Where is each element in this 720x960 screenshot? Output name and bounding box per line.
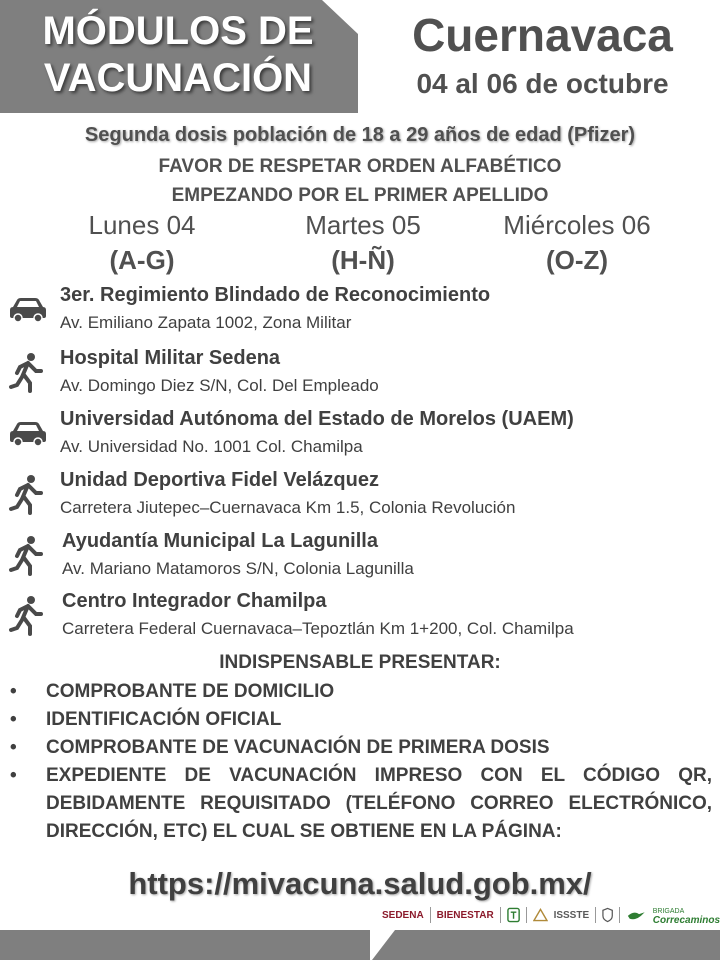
schedule-range-wednesday: (O-Z) (545, 245, 609, 275)
venue-item (0, 530, 720, 590)
venue-name: Ayudantía Municipal La Lagunilla (62, 530, 378, 552)
venue-name: Unidad Deportiva Fidel Velázquez (60, 469, 379, 491)
requirements-title: INDISPENSABLE PRESENTAR: (219, 652, 501, 673)
bienestar-logo: BIENESTAR (436, 909, 494, 921)
order-instruction-line1: FAVOR DE RESPETAR ORDEN ALFABÉTICO (158, 156, 562, 177)
sedena-logo: SEDENA (382, 909, 424, 921)
requirement-text: COMPROBANTE DE DOMICILIO (46, 681, 335, 702)
logo-separator (526, 907, 527, 923)
banner-title (0, 8, 356, 102)
schedule-range-tuesday: (H-Ñ) (331, 245, 395, 275)
issste-logo-icon (533, 908, 548, 922)
venue-item (0, 469, 720, 529)
schedule-day-monday: Lunes 04 (88, 210, 196, 240)
requirements-list (10, 678, 712, 846)
banner-title-line2: VACUNACIÓN (43, 56, 313, 100)
order-instruction-line2: EMPEZANDO POR EL PRIMER APELLIDO (171, 185, 549, 206)
venue-address: Av. Universidad No. 1001 Col. Chamilpa (60, 437, 363, 456)
imss-logo-icon (507, 907, 520, 923)
roadrunner-icon (626, 908, 647, 922)
institution-logos (382, 903, 720, 927)
venue-name: Hospital Militar Sedena (60, 347, 281, 369)
requirement-text: COMPROBANTE DE VACUNACIÓN DE PRIMERA DOSIS (46, 737, 550, 758)
venue-item (0, 590, 720, 650)
walking-icon (6, 351, 50, 395)
footer-left-band (0, 930, 370, 960)
bullet-icon: • (10, 737, 17, 758)
vaccine-registration-link[interactable]: https://mivacuna.salud.gob.mx/ (128, 866, 592, 901)
walking-icon (6, 534, 50, 578)
car-icon (6, 412, 50, 456)
venue-address: Av. Domingo Diez S/N, Col. Del Empleado (60, 376, 379, 395)
logo-separator (619, 907, 620, 923)
walking-icon (6, 473, 50, 517)
venue-address: Av. Emiliano Zapata 1002, Zona Militar (60, 313, 352, 332)
requirement-text: IDENTIFICACIÓN OFICIAL (46, 709, 282, 730)
bullet-icon: • (10, 765, 17, 786)
bullet-icon: • (10, 709, 17, 730)
requirement-item (10, 678, 712, 706)
shield-icon (602, 907, 613, 923)
correcaminos-label: Correcaminos (652, 914, 720, 926)
brigada-correcaminos-logo (653, 906, 720, 925)
venue-name: Universidad Autónoma del Estado de Morelos (UAEM) (60, 408, 574, 430)
venue-name: 3er. Regimiento Blindado de Reconocimiento (60, 284, 491, 306)
schedule-range-monday: (A-G) (109, 245, 175, 275)
banner-title-line1: MÓDULOS DE (42, 9, 314, 53)
venue-address: Av. Mariano Matamoros S/N, Colonia Lagunilla (62, 559, 414, 578)
logo-separator (430, 907, 431, 923)
venue-item (0, 408, 720, 468)
requirement-item (10, 706, 712, 734)
requirement-item (10, 734, 712, 762)
venue-address: Carretera Federal Cuernavaca–Tepoztlán Km 1+200, Col. Chamilpa (62, 619, 574, 638)
venue-address: Carretera Jiutepec–Cuernavaca Km 1.5, Colonia Revolución (60, 498, 516, 517)
schedule-day-wednesday: Miércoles 06 (503, 210, 651, 240)
date-range: 04 al 06 de octubre (416, 68, 669, 99)
logo-separator (595, 907, 596, 923)
bullet-icon: • (10, 681, 17, 702)
car-icon (6, 288, 50, 332)
logo-separator (500, 907, 501, 923)
venue-item (0, 284, 720, 344)
venue-item (0, 347, 720, 407)
requirement-item (10, 762, 712, 846)
requirement-text: EXPEDIENTE DE VACUNACIÓN IMPRESO CON EL CÓDIGO QR, DEBIDAMENTE REQUISITADO (TELÉFONO CORREO ELECTRÓNICO, DIRECCIÓN, ETC) EL CUAL SE OBTIENE EN LA PÁGINA: (46, 765, 712, 842)
venue-name: Centro Integrador Chamilpa (62, 590, 327, 612)
dose-subtitle: Segunda dosis población de 18 a 29 años de edad (Pfizer) (84, 124, 636, 146)
walking-icon (6, 594, 50, 638)
city-name: Cuernavaca (412, 9, 673, 61)
schedule-day-tuesday: Martes 05 (305, 210, 421, 240)
brigada-label: BRIGADA (652, 907, 685, 915)
issste-logo: ISSSTE (553, 909, 590, 921)
